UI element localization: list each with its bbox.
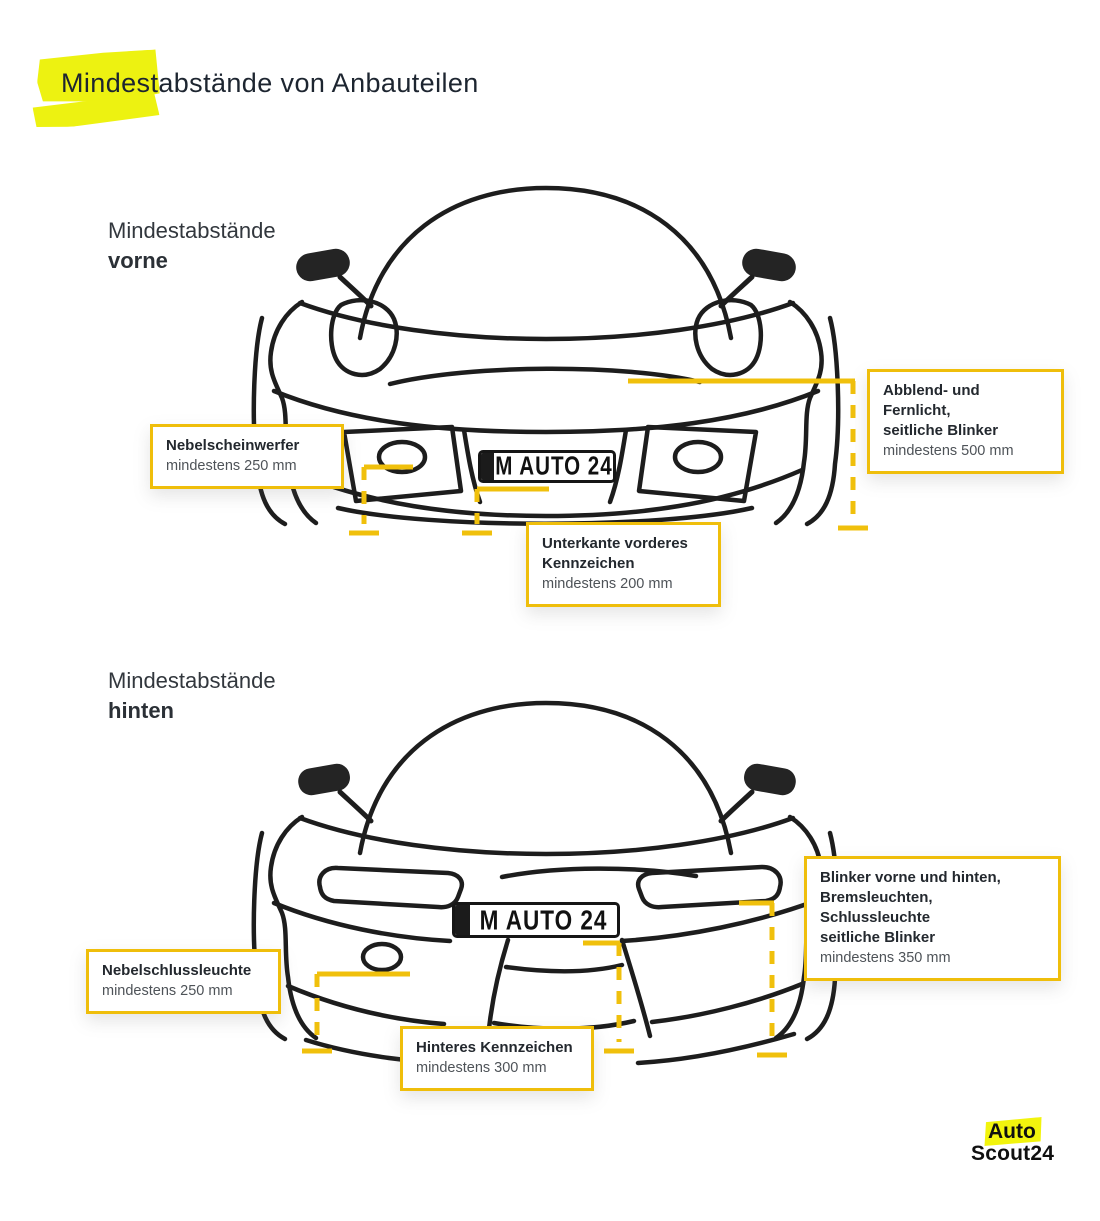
heading-front-line1: Mindestabstände — [108, 218, 276, 243]
front-right-headlight — [695, 300, 761, 375]
callout-value: mindestens 300 mm — [416, 1060, 547, 1076]
front-right-foglamp — [675, 442, 721, 472]
callout-title: Nebelschlussleuchte — [102, 962, 252, 979]
callout-rear-plate — [400, 1026, 594, 1091]
callout-value: mindestens 200 mm — [542, 576, 673, 592]
rear-left-mirror — [296, 762, 352, 798]
callout-rear-lights — [804, 856, 1061, 981]
callout-rear-foglight — [86, 949, 281, 1014]
front-right-foglamp-housing — [639, 427, 756, 501]
rear-license-plate — [452, 902, 620, 938]
page-title: Mindestabstände von Anbauteilen — [61, 68, 479, 98]
rear-plate-text: M AUTO 24 — [479, 903, 608, 936]
rear-left-taillight — [319, 868, 461, 907]
callout-title: seitliche Blinker — [820, 929, 936, 946]
callout-value: mindestens 250 mm — [102, 983, 233, 999]
callout-front-foglight — [150, 424, 344, 489]
heading-rear-line2: hinten — [108, 698, 174, 723]
callout-title: Kennzeichen — [542, 555, 635, 572]
logo-word-scout24: Scout24 — [971, 1142, 1055, 1165]
front-left-fender — [270, 302, 316, 523]
rear-window-arch — [360, 703, 731, 853]
heading-rear-line1: Mindestabstände — [108, 668, 276, 693]
measure-rear-fog — [302, 974, 410, 1051]
front-right-fender — [776, 302, 822, 523]
callout-front-headlight — [867, 369, 1064, 474]
front-license-plate — [478, 450, 616, 483]
front-hood-line — [300, 303, 793, 339]
callout-value: mindestens 350 mm — [820, 950, 951, 966]
plate-euro-band — [481, 453, 494, 480]
rear-deck-line — [300, 818, 793, 854]
callout-value: mindestens 500 mm — [883, 443, 1014, 459]
callout-title: seitliche Blinker — [883, 422, 999, 439]
front-windshield — [360, 188, 731, 338]
rear-foglamp — [363, 944, 401, 970]
callout-title: Unterkante vorderes — [542, 535, 688, 552]
front-plate-text: M AUTO 24 — [495, 451, 613, 480]
measure-front-headlight — [628, 381, 868, 528]
autoscout24-logo — [965, 1112, 1075, 1172]
car-rear-illustration — [254, 703, 838, 1064]
callout-value: mindestens 250 mm — [166, 458, 297, 474]
callout-title: Hinteres Kennzeichen — [416, 1039, 573, 1056]
callout-title: Blinker vorne und hinten, — [820, 869, 1001, 886]
front-left-headlight — [331, 300, 397, 375]
logo-word-auto: Auto — [988, 1120, 1036, 1143]
callout-front-plate — [526, 522, 721, 607]
front-bumper-top — [274, 391, 818, 432]
front-left-foglamp-housing — [344, 427, 461, 501]
callout-title: Abblend- und Fernlicht, — [883, 382, 980, 419]
plate-euro-band — [455, 905, 470, 935]
callout-title: Bremsleuchten, Schlussleuchte — [820, 889, 933, 926]
callout-title: Nebelscheinwerfer — [166, 437, 300, 454]
heading-front-line2: vorne — [108, 248, 168, 273]
